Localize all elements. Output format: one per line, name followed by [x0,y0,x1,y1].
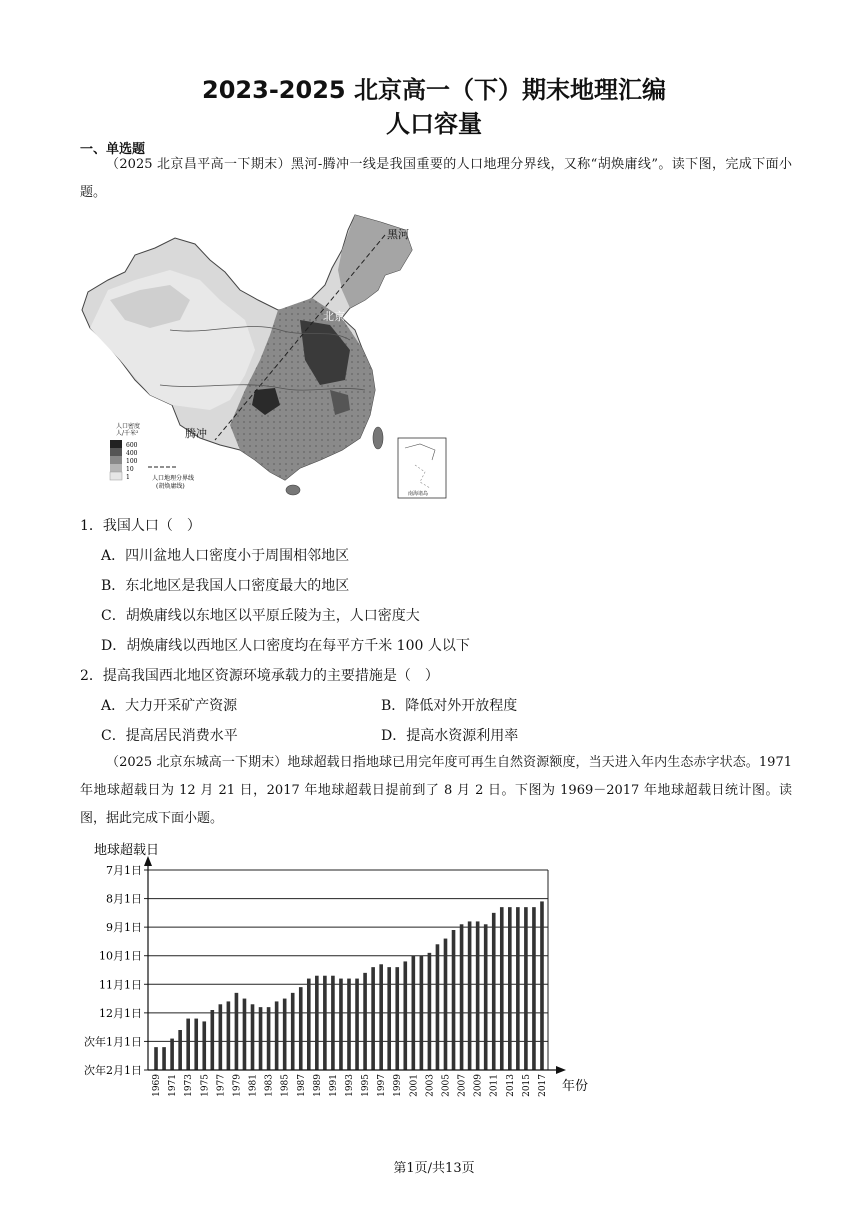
bar-1969 [154,1047,158,1070]
bar-1979 [235,993,239,1070]
bar-2003 [428,953,432,1070]
bar-1997 [379,964,383,1070]
x-tick-label: 1983 [264,1074,275,1097]
bar-2001 [412,956,416,1070]
bar-1986 [291,993,295,1070]
x-tick-label: 1999 [393,1074,404,1097]
bar-1974 [194,1019,198,1070]
bar-1992 [339,979,343,1070]
x-tick-label: 2011 [489,1074,500,1097]
map-legend [110,422,194,490]
page-footer: 第1页/共13页 [393,1161,475,1176]
bar-2000 [403,961,407,1070]
bar-1990 [323,976,327,1070]
x-tick-label: 1979 [232,1074,243,1097]
x-tick-label: 1975 [200,1074,211,1097]
legend-swatch [110,472,122,480]
bar-2005 [444,939,448,1070]
bar-1970 [162,1047,166,1070]
legend-swatch [110,456,122,464]
x-tick-label: 1989 [312,1074,323,1097]
bar-1982 [259,1007,263,1070]
y-tick-label: 11月1日 [99,978,142,992]
question-1-option-c[interactable]: C．胡焕庸线以东地区以平原丘陵为主，人口密度大 [101,608,420,624]
bar-1994 [355,979,359,1070]
bar-2008 [468,921,472,1070]
legend-value: 1 [126,474,130,481]
bar-1999 [395,967,399,1070]
section-heading: 一、单选题 [80,142,146,157]
bar-2016 [532,907,536,1070]
question-1-option-a[interactable]: A．四川盆地人口密度小于周围相邻地区 [101,548,350,564]
question-2-option-c[interactable]: C．提高居民消费水平 [101,728,238,744]
bar-1978 [227,1001,231,1070]
x-tick-label: 2017 [537,1074,548,1097]
x-tick-label: 2013 [505,1074,516,1097]
taiwan-shape [373,427,383,449]
x-tick-label: 2005 [441,1074,452,1097]
legend-swatch [110,448,122,456]
bar-1972 [178,1030,182,1070]
label-beijing: 北京 [323,310,345,323]
x-tick-label: 2015 [521,1074,532,1097]
legend-swatch [110,464,122,472]
question-2-option-a[interactable]: A．大力开采矿产资源 [101,698,238,714]
x-tick-label: 1981 [248,1074,259,1097]
x-tick-label: 1977 [216,1074,227,1097]
y-tick-label: 8月1日 [106,892,142,906]
bar-2004 [436,944,440,1070]
south-china-sea-inset [398,438,446,498]
inset-label: 南海诸岛 [408,491,429,497]
overshoot-day-chart [78,838,598,1100]
bar-2015 [524,907,528,1070]
y-tick-label: 12月1日 [99,1006,142,1020]
passage-2: （2025 北京东城高一下期末）地球超载日指地球已用完年度可再生自然资源额度，当天进入年内生态赤字状态。1971 年地球超载日为 12 月 21 日，2017 年地球超载日提前到了 8 月 2 日。下图为 1969－2017 年地球超载日统计图。读图，据此完成下面小题。 [80,755,792,826]
x-tick-label: 2009 [473,1074,484,1097]
x-tick-label: 1987 [296,1074,307,1097]
bar-2006 [452,930,456,1070]
chart-ylabel: 地球超载日 [94,843,160,858]
bar-2011 [492,913,496,1070]
bar-1985 [283,999,287,1070]
legend-title-1: 人口密度 [116,423,141,430]
bar-1971 [170,1039,174,1070]
bar-1977 [219,1004,223,1070]
hainan-shape [286,485,300,495]
bar-2013 [508,907,512,1070]
legend-value: 400 [126,450,138,457]
x-tick-label: 2007 [457,1074,468,1097]
x-tick-label: 2003 [425,1074,436,1097]
chart-xlabel: 年份 [562,1079,589,1094]
bar-1981 [251,1004,255,1070]
x-tick-label: 1995 [361,1074,372,1097]
x-tick-label: 1997 [377,1074,388,1097]
x-tick-label: 1985 [280,1074,291,1097]
x-tick-label: 1973 [184,1074,195,1097]
bar-1987 [299,987,303,1070]
legend-title-2: 人/千米² [116,430,139,437]
bar-1991 [331,976,335,1070]
y-tick-label: 10月1日 [99,949,142,963]
bar-1989 [315,976,319,1070]
question-1-option-d[interactable]: D．胡焕庸线以西地区人口密度均在每平方千米 100 人以下 [101,638,470,654]
page-subtitle: 人口容量 [386,110,482,138]
bar-1984 [275,1001,279,1070]
bar-1988 [307,979,311,1070]
y-tick-label: 9月1日 [106,921,142,935]
bar-2010 [484,924,488,1070]
passage-1: （2025 北京昌平高一下期末）黑河-腾冲一线是我国重要的人口地理分界线，又称“胡焕庸线”。读下图，完成下面小题。 [80,157,792,200]
y-tick-label: 次年2月1日 [84,1064,142,1077]
label-tengchong: 腾冲 [185,427,207,440]
question-1-stem: 1．我国人口（ ） [80,518,201,534]
legend-line-label-2: (胡焕庸线) [156,483,185,490]
bar-1998 [387,967,391,1070]
legend-value: 600 [126,442,138,449]
question-2-stem: 2．提高我国西北地区资源环境承载力的主要措施是（ ） [80,668,439,684]
bar-2002 [420,956,424,1070]
legend-value: 100 [126,458,138,465]
question-2-option-b[interactable]: B．降低对外开放程度 [381,698,518,714]
x-tick-label: 1993 [345,1074,355,1097]
bar-1973 [186,1019,190,1070]
bar-1976 [210,1010,214,1070]
bar-1983 [267,1007,271,1070]
bar-2007 [460,924,464,1070]
bar-2009 [476,921,480,1070]
bar-2014 [516,907,520,1070]
bar-1993 [347,979,351,1070]
label-heihe: 黑河 [387,228,409,241]
x-tick-label: 1969 [152,1074,163,1097]
legend-value: 10 [126,466,134,473]
legend-line-label-1: 人口地理分界线 [152,475,195,482]
question-2-option-d[interactable]: D．提高水资源利用率 [381,728,519,744]
page-title: 2023-2025 北京高一（下）期末地理汇编 [202,76,666,104]
x-tick-label: 1991 [328,1074,339,1097]
y-tick-label: 次年1月1日 [84,1035,142,1049]
bar-1975 [202,1021,206,1070]
y-tick-label: 7月1日 [106,864,142,877]
bar-2012 [500,907,504,1070]
x-axis-arrow [556,1066,566,1074]
question-1-option-b[interactable]: B．东北地区是我国人口密度最大的地区 [101,578,350,594]
bar-2017 [540,901,544,1070]
x-tick-label: 2001 [409,1074,420,1097]
bar-1996 [371,967,375,1070]
bar-1980 [243,999,247,1070]
bar-1995 [363,973,367,1070]
legend-swatch [110,440,122,448]
x-tick-label: 1971 [168,1074,179,1097]
population-density-map [80,210,456,502]
